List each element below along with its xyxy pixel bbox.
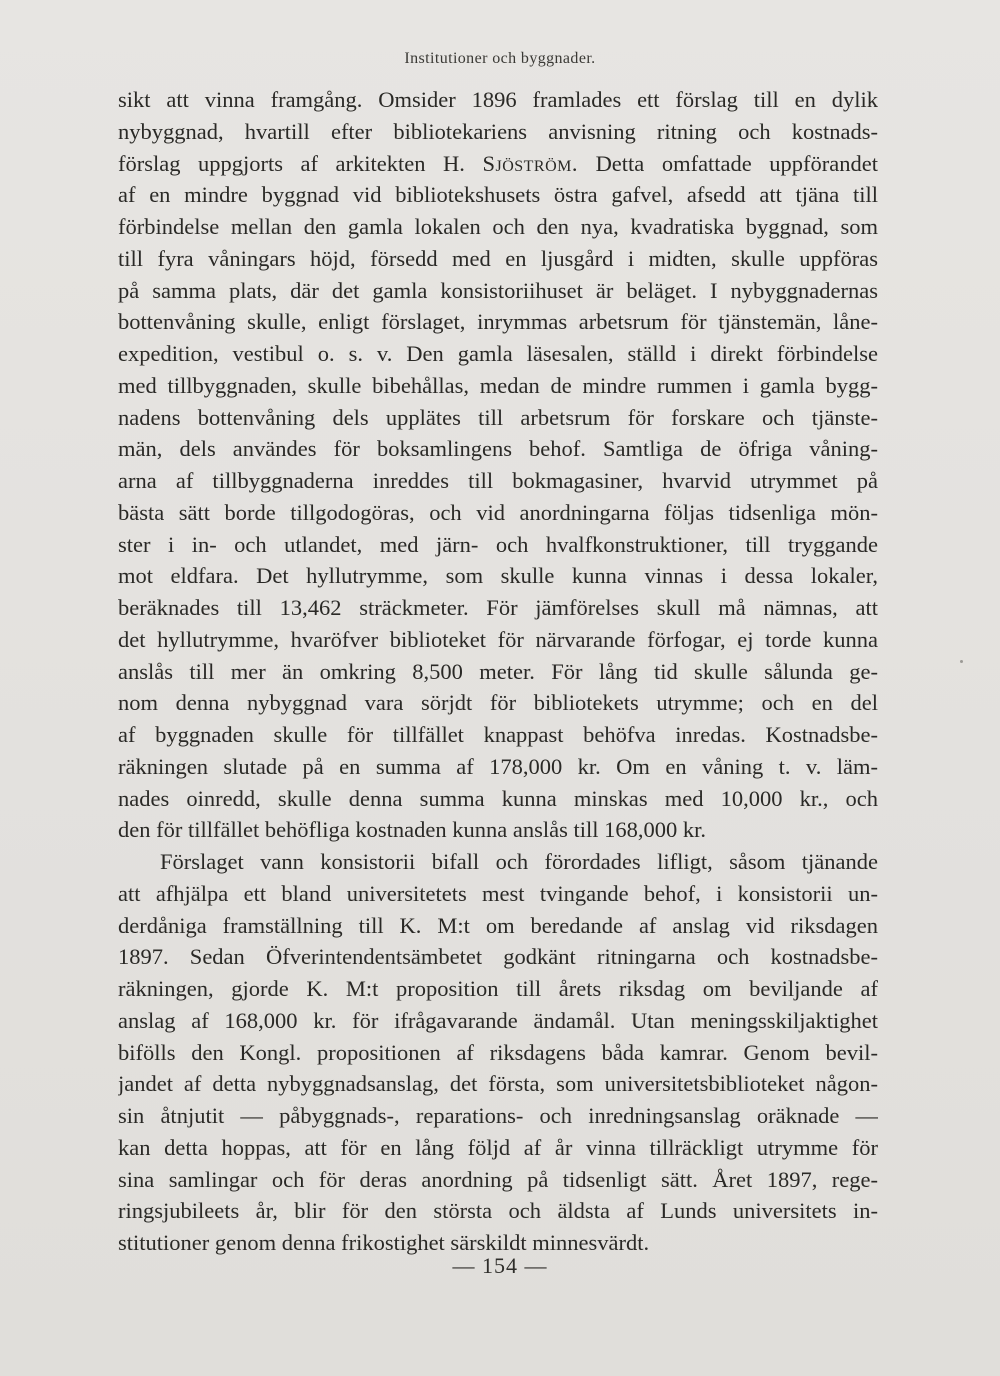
text-line-part: förslag uppgjorts af arkitekten H. — [118, 150, 483, 176]
text-line: räkningen slutade på en summa af 178,000 kr. Om en våning t. v. läm- — [118, 753, 878, 779]
paragraph-end-line: stitutioner genom denna frikostighet särskildt minnesvärdt. — [118, 1230, 650, 1255]
page-number: — 154 — — [452, 1253, 548, 1278]
paragraph-end-line: den för tillfället behöfliga kostnaden kunna anslås till 168,000 kr. — [118, 817, 706, 843]
text-line: sikt att vinna framgång. Omsider 1896 framlades ett förslag till en dylik — [118, 87, 878, 112]
text-line: män, dels användes för boksamlingens behof. Samtliga de öfriga våning- — [118, 436, 878, 462]
body-text — [118, 84, 878, 1259]
text-line: med tillbyggnaden, skulle bibehållas, medan de mindre rummen i gamla bygg- — [118, 372, 878, 398]
text-line: ringsjubileets år, blir för den största och äldsta af Lunds universitets in- — [118, 1198, 878, 1224]
text-line: förbindelse mellan den gamla lokalen och den nya, kvadratiska byggnad, som — [118, 214, 878, 239]
text-line: bifölls den Kongl. propositionen af riksdagens båda kamrar. Genom bevil- — [118, 1039, 878, 1065]
text-line: sin åtnjutit — påbyggnads-, reparations- och inredningsanslag oräknade — — [118, 1103, 878, 1128]
paragraph-start-line: Förslaget vann konsistorii bifall och förordades lifligt, såsom tjänande — [160, 849, 878, 874]
text-line-part: Detta omfattade uppförandet — [595, 150, 878, 176]
text-line: på samma plats, där det gamla konsistoriihuset är beläget. I nybyggnadernas — [118, 277, 878, 303]
text-line: jandet af detta nybyggnadsanslag, det första, som universitetsbiblioteket någon- — [118, 1071, 878, 1097]
text-line: nybyggnad, hvartill efter bibliotekariens anvisning ritning och kostnads- — [118, 118, 878, 144]
text-line: mot eldfara. Det hyllutrymme, som skulle kunna vinnas i dessa lokaler, — [118, 563, 878, 589]
text-line: nom denna nybyggnad vara sörjdt för bibliotekets utrymme; och en del — [118, 690, 878, 716]
text-line: anslås till mer än omkring 8,500 meter. För lång tid skulle sålunda ge- — [118, 658, 878, 684]
text-line: nadens bottenvåning dels upplätes till arbetsrum för forskare och tjänste- — [118, 404, 878, 430]
running-head: Institutioner och byggnader. — [404, 50, 596, 67]
text-line: sina samlingar och för deras anordning på tidsenligt sätt. Året 1897, rege- — [118, 1166, 878, 1192]
text-line: af en mindre byggnad vid bibliotekshusets östra gafvel, afsedd att tjäna till — [118, 182, 878, 208]
text-line: nades oinredd, skulle denna summa kunna minskas med 10,000 kr., och — [118, 785, 878, 811]
text-line: ster i in- och utlandet, med järn- och hvalfkonstruktioner, till tryggande — [118, 531, 878, 557]
architect-name: Sjöström. — [482, 150, 579, 176]
text-line: expedition, vestibul o. s. v. Den gamla läsesalen, ställd i direkt förbindelse — [118, 341, 878, 366]
text-line: derdåniga framställning till K. M:t om beredande af anslag vid riksdagen — [118, 912, 878, 938]
text-line: kan detta hoppas, att för en lång följd af år vinna tillräckligt utrymme för — [118, 1134, 878, 1160]
text-line: bottenvåning skulle, enligt förslaget, inrymmas arbetsrum för tjänstemän, låne- — [118, 309, 878, 335]
text-line: att afhjälpa ett bland universitetets mest tvingande behof, i konsistorii un- — [118, 880, 878, 906]
text-line: till fyra våningars höjd, försedd med en ljusgård i midten, skulle uppföras — [118, 245, 878, 271]
text-line — [118, 148, 878, 180]
text-line: räkningen, gjorde K. M:t proposition till årets riksdag om beviljande af — [118, 976, 878, 1001]
text-line: bästa sätt borde tillgodogöras, och vid anordningarna följas tidsenliga mön- — [118, 499, 878, 525]
text-line: af byggnaden skulle för tillfället knappast behöfva inredas. Kostnadsbe- — [118, 722, 878, 747]
text-line: arna af tillbyggnaderna inreddes till bokmagasiner, hvarvid utrymmet på — [118, 468, 878, 493]
text-line: anslag af 168,000 kr. för ifrågavarande ändamål. Utan meningsskiljaktighet — [118, 1007, 878, 1033]
text-line: det hyllutrymme, hvaröfver biblioteket för närvarande förfogar, ej torde kunna — [118, 626, 878, 652]
paper-speck — [960, 660, 963, 663]
text-line: 1897. Sedan Öfverintendentsämbetet godkänt ritningarna och kostnadsbe- — [118, 944, 878, 970]
text-line: beräknades till 13,462 sträckmeter. För jämförelses skull må nämnas, att — [118, 595, 878, 620]
